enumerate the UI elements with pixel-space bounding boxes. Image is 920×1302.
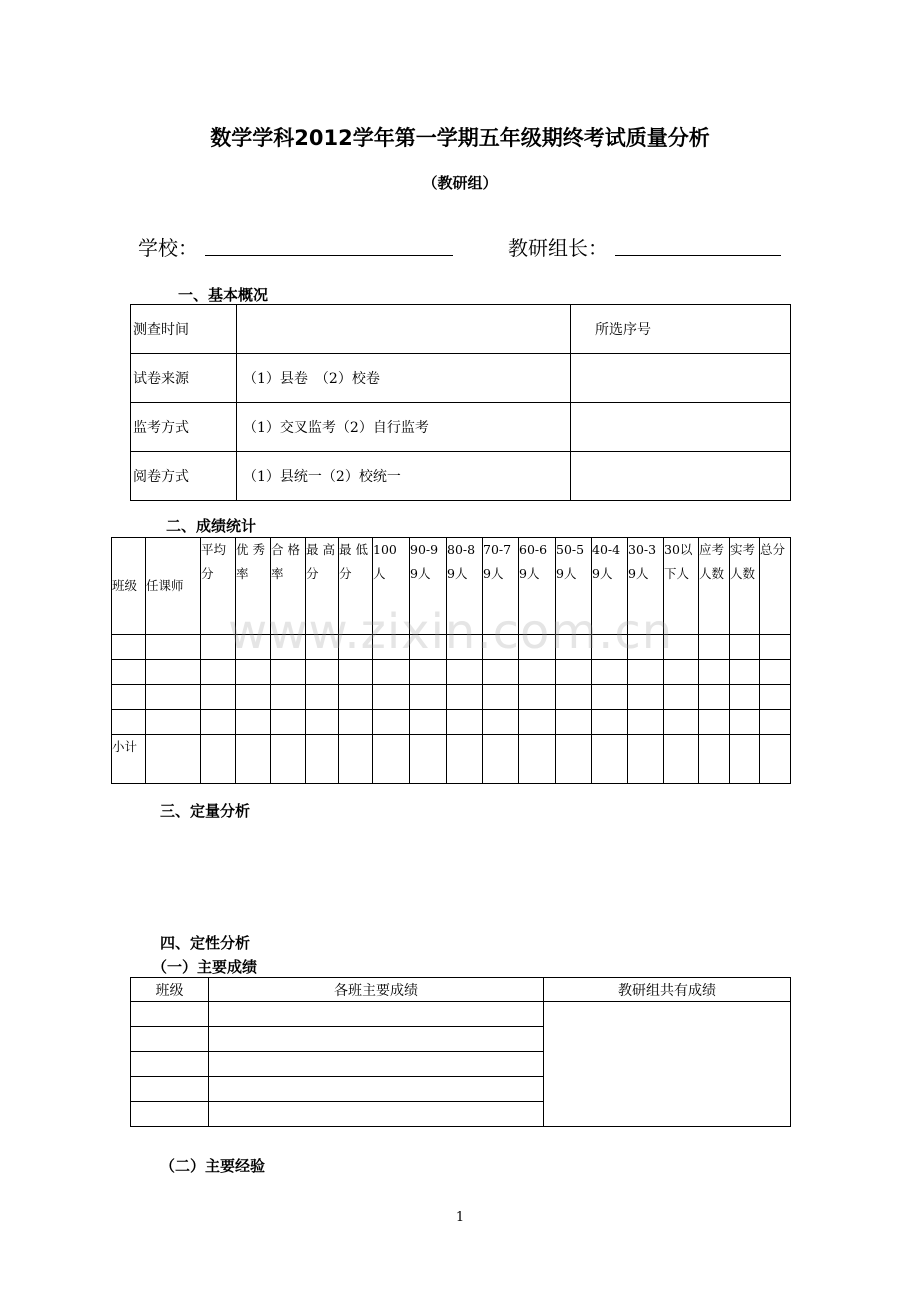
data-cell[interactable] bbox=[483, 710, 519, 735]
data-cell[interactable] bbox=[760, 635, 791, 660]
data-cell[interactable] bbox=[236, 710, 271, 735]
data-cell[interactable] bbox=[699, 735, 730, 784]
row-value: （1）交叉监考（2）自行监考 bbox=[237, 403, 571, 452]
data-cell[interactable] bbox=[447, 735, 483, 784]
header-cell: 优 秀率 bbox=[236, 538, 271, 635]
data-cell[interactable] bbox=[730, 685, 760, 710]
data-cell[interactable] bbox=[410, 710, 447, 735]
data-cell[interactable] bbox=[760, 735, 791, 784]
data-cell[interactable] bbox=[447, 660, 483, 685]
data-cell[interactable] bbox=[556, 735, 592, 784]
table-row bbox=[112, 710, 791, 735]
document-subtitle: （教研组） bbox=[422, 174, 498, 192]
data-cell[interactable] bbox=[271, 735, 306, 784]
data-cell[interactable] bbox=[373, 685, 410, 710]
data-cell[interactable] bbox=[628, 735, 664, 784]
data-cell[interactable] bbox=[664, 735, 699, 784]
header-cell: 100人 bbox=[373, 538, 410, 635]
data-cell[interactable] bbox=[131, 1027, 209, 1052]
row-extra: 所选序号 bbox=[571, 305, 791, 354]
data-cell[interactable] bbox=[760, 710, 791, 735]
data-cell[interactable] bbox=[760, 685, 791, 710]
data-cell[interactable] bbox=[271, 660, 306, 685]
watermark: www.zixin.com.cn bbox=[228, 604, 674, 660]
header-cell: 最 低分 bbox=[339, 538, 373, 635]
data-cell[interactable] bbox=[306, 685, 339, 710]
achievements-table bbox=[130, 977, 791, 1127]
row-label: 监考方式 bbox=[131, 403, 237, 452]
table-row bbox=[131, 305, 791, 354]
data-cell[interactable] bbox=[556, 710, 592, 735]
data-cell[interactable] bbox=[519, 660, 556, 685]
document-title: 数学学科2012学年第一学期五年级期终考试质量分析 bbox=[210, 126, 710, 150]
data-cell[interactable] bbox=[306, 735, 339, 784]
data-cell[interactable] bbox=[209, 1077, 544, 1102]
data-cell[interactable] bbox=[131, 1077, 209, 1102]
table-row bbox=[112, 660, 791, 685]
data-cell[interactable] bbox=[236, 685, 271, 710]
data-cell[interactable] bbox=[519, 685, 556, 710]
data-cell[interactable] bbox=[339, 660, 373, 685]
data-cell[interactable] bbox=[112, 710, 146, 735]
row-value: （1）县卷 （2）校卷 bbox=[237, 354, 571, 403]
data-cell[interactable] bbox=[339, 735, 373, 784]
shared-achievements-cell[interactable] bbox=[544, 1002, 791, 1127]
basic-overview-table bbox=[130, 304, 791, 501]
data-cell[interactable] bbox=[236, 735, 271, 784]
header-cell: 总分 bbox=[760, 538, 791, 635]
subtotal-row bbox=[112, 735, 791, 784]
data-cell[interactable] bbox=[664, 685, 699, 710]
data-cell[interactable] bbox=[699, 710, 730, 735]
row-extra[interactable] bbox=[571, 354, 791, 403]
data-cell[interactable] bbox=[447, 685, 483, 710]
data-cell[interactable] bbox=[201, 660, 236, 685]
header-row bbox=[131, 978, 791, 1002]
data-cell[interactable] bbox=[339, 710, 373, 735]
data-cell[interactable] bbox=[730, 735, 760, 784]
data-cell[interactable] bbox=[306, 660, 339, 685]
header-cell: 50-59人 bbox=[556, 538, 592, 635]
data-cell[interactable] bbox=[201, 710, 236, 735]
data-cell[interactable] bbox=[373, 660, 410, 685]
data-cell[interactable] bbox=[271, 710, 306, 735]
header-cell: 30-39人 bbox=[628, 538, 664, 635]
data-cell[interactable] bbox=[373, 735, 410, 784]
data-cell[interactable] bbox=[592, 660, 628, 685]
data-cell[interactable] bbox=[339, 685, 373, 710]
table-row bbox=[112, 685, 791, 710]
school-field[interactable] bbox=[205, 255, 453, 256]
header-cell: 任课师 bbox=[146, 538, 201, 635]
data-cell[interactable] bbox=[483, 660, 519, 685]
header-cell: 应考人数 bbox=[699, 538, 730, 635]
row-label: 试卷来源 bbox=[131, 354, 237, 403]
data-cell[interactable] bbox=[760, 660, 791, 685]
row-extra[interactable] bbox=[571, 452, 791, 501]
header-cell: 班级 bbox=[112, 538, 146, 635]
data-cell[interactable] bbox=[730, 635, 760, 660]
data-cell[interactable] bbox=[112, 660, 146, 685]
header-cell: 实考人数 bbox=[730, 538, 760, 635]
data-cell[interactable] bbox=[146, 635, 201, 660]
header-cell: 班级 bbox=[131, 978, 209, 1002]
data-cell[interactable] bbox=[131, 1052, 209, 1077]
header-cell: 合 格率 bbox=[271, 538, 306, 635]
header-cell: 30以下人 bbox=[664, 538, 699, 635]
data-cell[interactable] bbox=[410, 685, 447, 710]
header-cell: 60-69人 bbox=[519, 538, 556, 635]
header-cell: 40-49人 bbox=[592, 538, 628, 635]
header-cell: 各班主要成绩 bbox=[209, 978, 544, 1002]
data-cell[interactable] bbox=[209, 1102, 544, 1127]
row-value[interactable] bbox=[237, 305, 571, 354]
page-number: 1 bbox=[455, 1210, 465, 1225]
data-cell[interactable] bbox=[730, 710, 760, 735]
data-cell[interactable] bbox=[664, 710, 699, 735]
subtotal-label: 小计 bbox=[112, 735, 146, 784]
data-cell[interactable] bbox=[519, 710, 556, 735]
data-cell[interactable] bbox=[628, 660, 664, 685]
data-cell[interactable] bbox=[209, 1027, 544, 1052]
section1-heading: 一、基本概况 bbox=[178, 286, 269, 304]
row-label: 测查时间 bbox=[131, 305, 237, 354]
table-row bbox=[131, 452, 791, 501]
header-cell: 教研组共有成绩 bbox=[544, 978, 791, 1002]
header-cell: 70-79人 bbox=[483, 538, 519, 635]
data-cell[interactable] bbox=[519, 735, 556, 784]
data-cell[interactable] bbox=[236, 660, 271, 685]
school-label: 学校： bbox=[138, 236, 198, 260]
data-cell[interactable] bbox=[730, 660, 760, 685]
data-cell[interactable] bbox=[131, 1002, 209, 1027]
data-cell[interactable] bbox=[146, 685, 201, 710]
data-cell[interactable] bbox=[112, 635, 146, 660]
header-cell: 80-89人 bbox=[447, 538, 483, 635]
table-row bbox=[131, 1002, 791, 1027]
data-cell[interactable] bbox=[146, 735, 201, 784]
data-cell[interactable] bbox=[447, 710, 483, 735]
row-label: 阅卷方式 bbox=[131, 452, 237, 501]
data-cell[interactable] bbox=[209, 1002, 544, 1027]
leader-field[interactable] bbox=[615, 255, 781, 256]
main-achievements-heading: （一）主要成绩 bbox=[152, 958, 258, 976]
row-value: （1）县统一（2）校统一 bbox=[237, 452, 571, 501]
data-cell[interactable] bbox=[592, 685, 628, 710]
section2-heading: 二、成绩统计 bbox=[166, 517, 257, 535]
data-cell[interactable] bbox=[699, 635, 730, 660]
row-extra[interactable] bbox=[571, 403, 791, 452]
data-cell[interactable] bbox=[209, 1052, 544, 1077]
data-cell[interactable] bbox=[592, 735, 628, 784]
data-cell[interactable] bbox=[628, 685, 664, 710]
data-cell[interactable] bbox=[483, 685, 519, 710]
data-cell[interactable] bbox=[410, 660, 447, 685]
section4-heading: 四、定性分析 bbox=[160, 934, 251, 952]
data-cell[interactable] bbox=[556, 660, 592, 685]
table-row bbox=[131, 403, 791, 452]
data-cell[interactable] bbox=[410, 735, 447, 784]
data-cell[interactable] bbox=[112, 685, 146, 710]
main-experience-heading: （二）主要经验 bbox=[160, 1157, 266, 1175]
data-cell[interactable] bbox=[483, 735, 519, 784]
data-cell[interactable] bbox=[373, 710, 410, 735]
data-cell[interactable] bbox=[699, 685, 730, 710]
data-cell[interactable] bbox=[201, 685, 236, 710]
data-cell[interactable] bbox=[201, 735, 236, 784]
section3-heading: 三、定量分析 bbox=[160, 802, 251, 820]
header-cell: 90-99人 bbox=[410, 538, 447, 635]
header-cell: 最 高分 bbox=[306, 538, 339, 635]
data-cell[interactable] bbox=[556, 685, 592, 710]
table-row bbox=[131, 354, 791, 403]
data-cell[interactable] bbox=[271, 685, 306, 710]
header-cell: 平均分 bbox=[201, 538, 236, 635]
data-cell[interactable] bbox=[146, 710, 201, 735]
data-cell[interactable] bbox=[306, 710, 339, 735]
data-cell[interactable] bbox=[699, 660, 730, 685]
leader-label: 教研组长： bbox=[508, 236, 608, 260]
data-cell[interactable] bbox=[592, 710, 628, 735]
score-statistics-table bbox=[111, 537, 791, 784]
data-cell[interactable] bbox=[131, 1102, 209, 1127]
data-cell[interactable] bbox=[146, 660, 201, 685]
data-cell[interactable] bbox=[664, 660, 699, 685]
data-cell[interactable] bbox=[628, 710, 664, 735]
